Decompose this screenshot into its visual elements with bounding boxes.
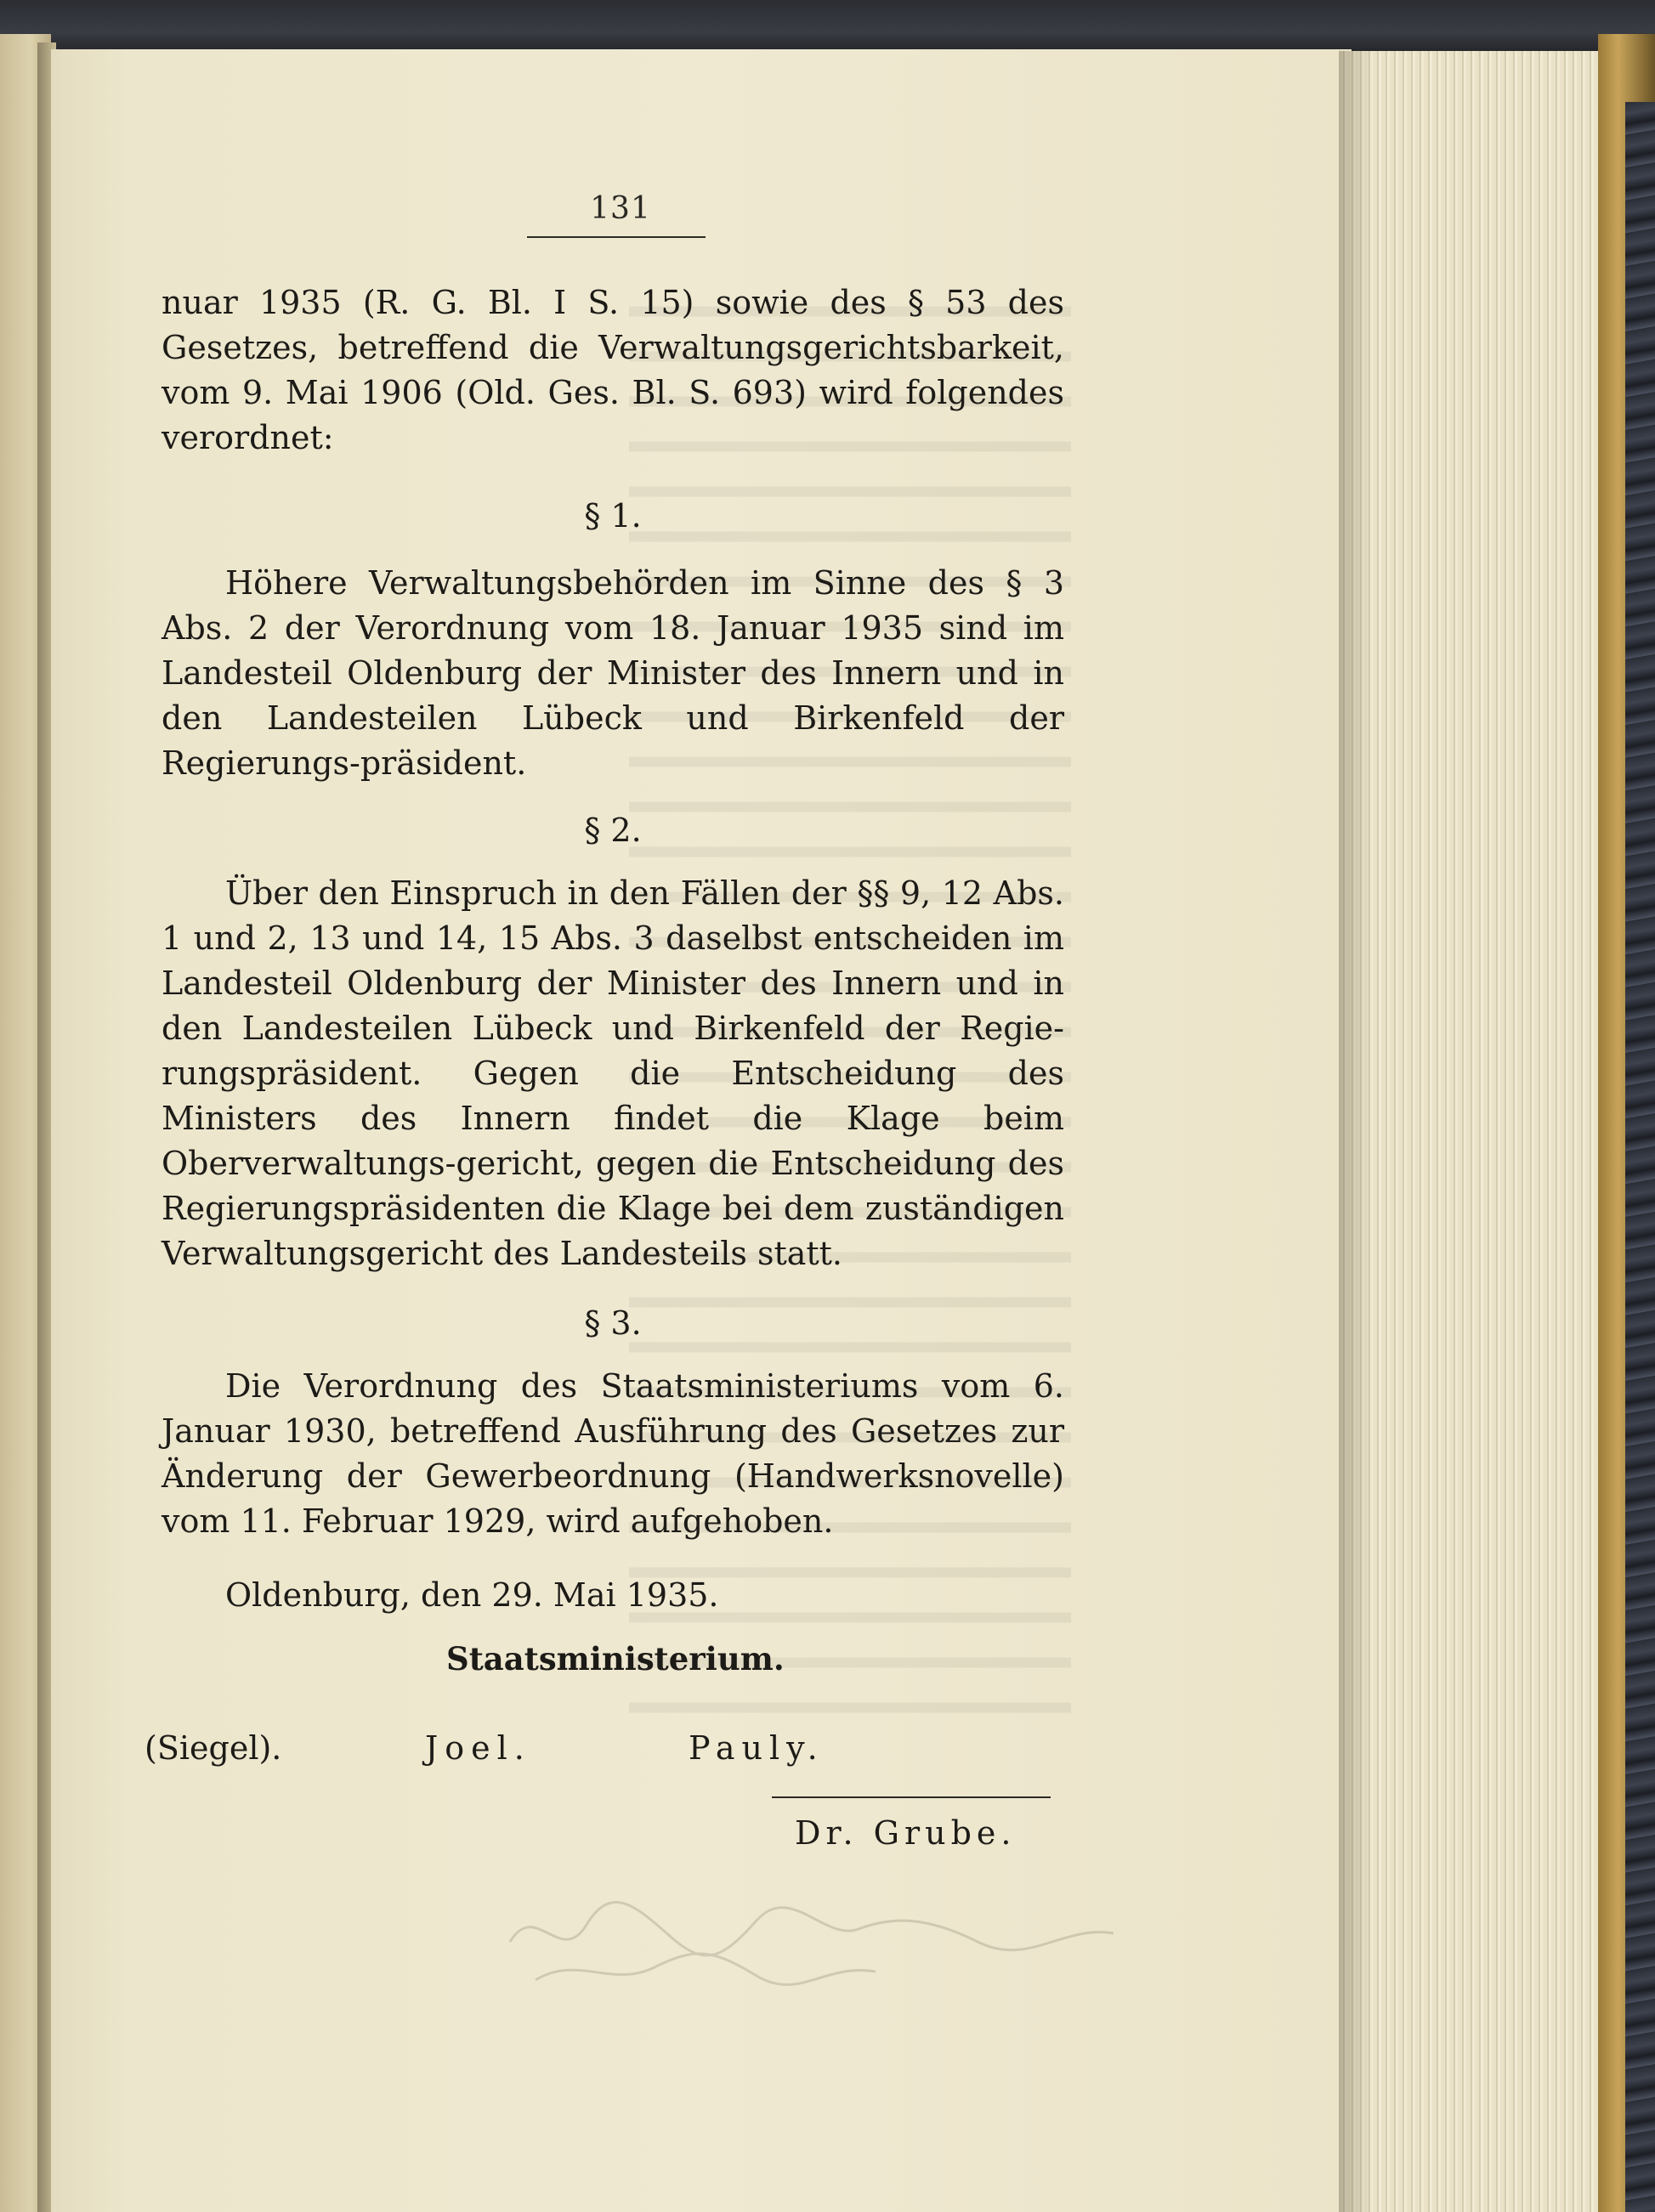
section-3-heading: § 3.	[584, 1304, 642, 1342]
place-date: Oldenburg, den 29. Mai 1935.	[225, 1576, 719, 1614]
signature-joel: Joel.	[425, 1729, 531, 1767]
page-number-rule	[527, 236, 706, 238]
page-stack-shadow	[1339, 51, 1373, 2212]
section-1-text: Höhere Verwaltungsbehörden im Sinne des § 3 Abs. 2 der Verordnung vom 18. Januar 1935 sind im Landesteil Oldenburg der Minister des Innern und in den Landesteilen Lübeck und Birkenfeld der Regierungs-präsident.	[162, 564, 1064, 782]
page-stack-edge	[1339, 51, 1619, 2212]
section-2-heading: § 2.	[584, 812, 642, 849]
section-3-text: Die Verordnung des Staatsministeriums vom 6. Januar 1930, betreffend Ausführung des Gesetzes zur Änderung der Gewerbeordnung (Handwerksnovelle) vom 11. Februar 1929, wird aufgehoben.	[162, 1367, 1064, 1540]
intro-paragraph: nuar 1935 (R. G. Bl. I S. 15) sowie des § 53 des Gesetzes, betreffend die Verwaltungsgerichtsbarkeit, vom 9. Mai 1906 (Old. Ges. Bl. S. 693) wird folgendes verordnet:	[162, 284, 1064, 456]
page-number: 131	[590, 191, 651, 226]
book-top-edge	[0, 0, 1655, 53]
signature-rule	[772, 1796, 1051, 1798]
seal-note: (Siegel).	[145, 1729, 282, 1767]
handwritten-pencil-note	[502, 1882, 1182, 1993]
countersignature: Dr. Grube.	[795, 1814, 1017, 1852]
issuing-authority: Staatsministerium.	[446, 1640, 785, 1677]
section-2-text: Über den Einspruch in den Fällen der §§ 9, 12 Abs. 1 und 2, 13 und 14, 15 Abs. 3 daselbst entscheiden im Landesteil Oldenburg der Minister des Innern und in den Landesteilen Lübeck und Birkenfeld der Regie-rungspräsident. Gegen die Entscheidung des Ministers des Innern findet die Klage beim Oberverwaltungs-gericht, gegen die Entscheidung des Regierungspräsidenten die Klage bei dem zuständigen Verwaltungsgericht des Landesteils statt.	[162, 874, 1064, 1272]
signature-pauly: Pauly.	[689, 1729, 825, 1767]
marbled-cover	[1625, 102, 1655, 2212]
section-1-heading: § 1.	[584, 497, 642, 535]
